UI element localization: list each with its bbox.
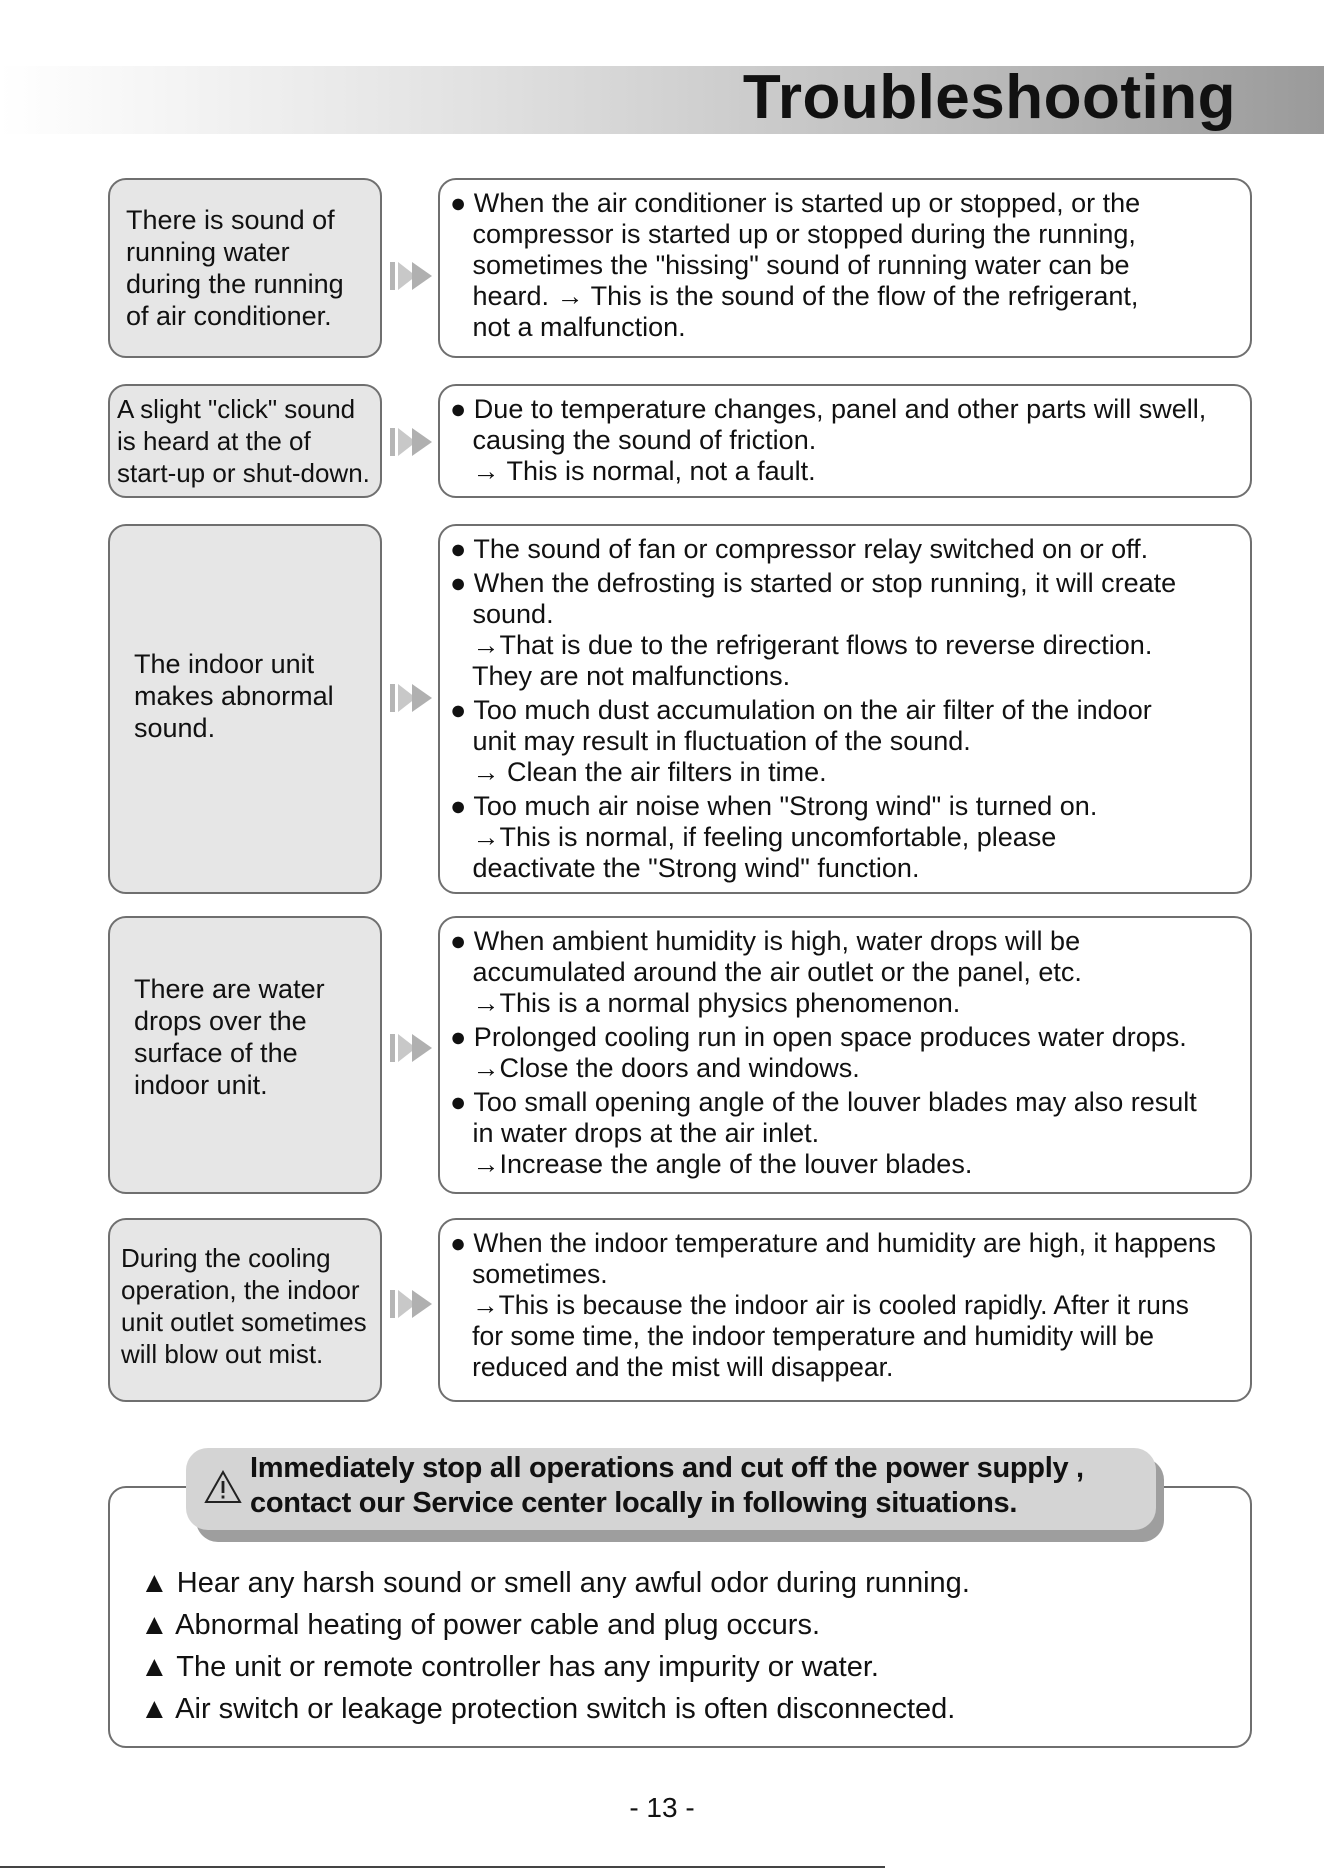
symptom-line: A slight "click" sound (117, 394, 356, 424)
cause-line: →This is a normal physics phenomenon. (450, 988, 961, 1018)
symptom-line: is heard at the of (117, 426, 311, 456)
cause-line: → This is normal, not a fault. (450, 456, 816, 486)
cause-line: accumulated around the air outlet or the panel, etc. (450, 957, 1082, 987)
symptom-line: drops over the (134, 1006, 307, 1036)
cause-line: ● Too small opening angle of the louver blades may also result (450, 1087, 1197, 1117)
bottom-rule (0, 1866, 885, 1868)
cause-line: heard. → This is the sound of the flow of the refrigerant, (450, 281, 1139, 311)
cause-line: →Close the doors and windows. (450, 1053, 860, 1083)
cause-line: for some time, the indoor temperature and humidity will be (450, 1321, 1155, 1351)
troubleshoot-row (108, 524, 1252, 894)
arrow-right-icon (388, 256, 438, 296)
symptom-line: will blow out mist. (121, 1339, 324, 1369)
cause-line: causing the sound of friction. (450, 425, 817, 455)
symptom-line: During the cooling (121, 1243, 331, 1273)
cause-line: ● Prolonged cooling run in open space produces water drops. (450, 1022, 1187, 1052)
cause-box (438, 524, 1252, 894)
symptom-line: operation, the indoor (121, 1275, 360, 1305)
warning-item: ▲ The unit or remote controller has any impurity or water. (140, 1651, 879, 1683)
symptom-line: There are water (134, 974, 325, 1004)
cause-box (438, 916, 1252, 1194)
symptom-line: The indoor unit (134, 649, 315, 679)
cause-line: ● When the indoor temperature and humidity are high, it happens (450, 1228, 1216, 1258)
cause-line: reduced and the mist will disappear. (450, 1352, 894, 1382)
symptom-line: during the running (126, 269, 344, 299)
troubleshoot-row (108, 1218, 1252, 1402)
cause-line: ● When the defrosting is started or stop running, it will create (450, 568, 1177, 598)
cause-line: ● Due to temperature changes, panel and other parts will swell, (450, 394, 1207, 424)
arrow-right-icon (388, 1284, 438, 1324)
cause-box (438, 178, 1252, 358)
arrow-right-icon (388, 422, 438, 462)
symptom-line: start-up or shut-down. (117, 458, 370, 488)
cause-line: sometimes. (450, 1259, 608, 1289)
symptom-box (108, 384, 382, 498)
page-title: Troubleshooting (742, 63, 1236, 132)
symptom-line: of air conditioner. (126, 301, 332, 331)
symptom-line: makes abnormal (134, 681, 334, 711)
symptom-line: unit outlet sometimes (121, 1307, 367, 1337)
cause-line: ● Too much dust accumulation on the air filter of the indoor (450, 695, 1152, 725)
warning-triangle-icon (204, 1470, 242, 1504)
troubleshoot-row (108, 384, 1252, 498)
page-number: - 13 - (629, 1792, 695, 1823)
symptom-line: surface of the (134, 1038, 298, 1068)
symptom-line: There is sound of (126, 205, 335, 235)
cause-line: ● When the air conditioner is started up or stopped, or the (450, 188, 1141, 218)
cause-line: unit may result in fluctuation of the sound. (450, 726, 971, 756)
symptom-line: sound. (134, 713, 216, 743)
warning-list (140, 1562, 970, 1730)
cause-line: → Clean the air filters in time. (450, 757, 827, 787)
warning-heading-line: Immediately stop all operations and cut off the power supply , (250, 1452, 1084, 1484)
cause-line: →Increase the angle of the louver blades. (450, 1149, 973, 1179)
cause-line: in water drops at the air inlet. (450, 1118, 820, 1148)
cause-box (438, 1218, 1252, 1402)
cause-line: →That is due to the refrigerant flows to reverse direction. (450, 630, 1153, 660)
warning-item: ▲ Hear any harsh sound or smell any awful odor during running. (140, 1567, 970, 1599)
warning-heading (186, 1448, 1156, 1530)
cause-line: compressor is started up or stopped during the running, (450, 219, 1136, 249)
symptom-box (108, 1218, 382, 1402)
symptom-line: running water (126, 237, 290, 267)
symptom-box (108, 916, 382, 1194)
cause-line: sound. (450, 599, 554, 629)
symptom-box (108, 524, 382, 894)
cause-line: ● The sound of fan or compressor relay switched on or off. (450, 534, 1149, 564)
cause-line: deactivate the "Strong wind" function. (450, 853, 920, 883)
cause-line: not a malfunction. (450, 312, 686, 342)
arrow-right-icon (388, 678, 438, 718)
troubleshoot-row (108, 178, 1252, 358)
cause-line: →This is because the indoor air is cooled rapidly. After it runs (450, 1290, 1189, 1320)
warning-heading-line: contact our Service center locally in following situations. (250, 1487, 1018, 1519)
cause-line: →This is normal, if feeling uncomfortable, please (450, 822, 1057, 852)
cause-box (438, 384, 1252, 498)
cause-line: sometimes the "hissing" sound of running water can be (450, 250, 1130, 280)
arrow-right-icon (388, 1028, 438, 1068)
warning-item: ▲ Abnormal heating of power cable and plug occurs. (140, 1609, 820, 1641)
warning-item: ▲ Air switch or leakage protection switch is often disconnected. (140, 1693, 956, 1725)
symptom-line: indoor unit. (134, 1070, 268, 1100)
cause-line: ● When ambient humidity is high, water drops will be (450, 926, 1081, 956)
cause-line: ● Too much air noise when "Strong wind" is turned on. (450, 791, 1098, 821)
symptom-box (108, 178, 382, 358)
troubleshoot-row (108, 916, 1252, 1194)
cause-line: They are not malfunctions. (450, 661, 791, 691)
